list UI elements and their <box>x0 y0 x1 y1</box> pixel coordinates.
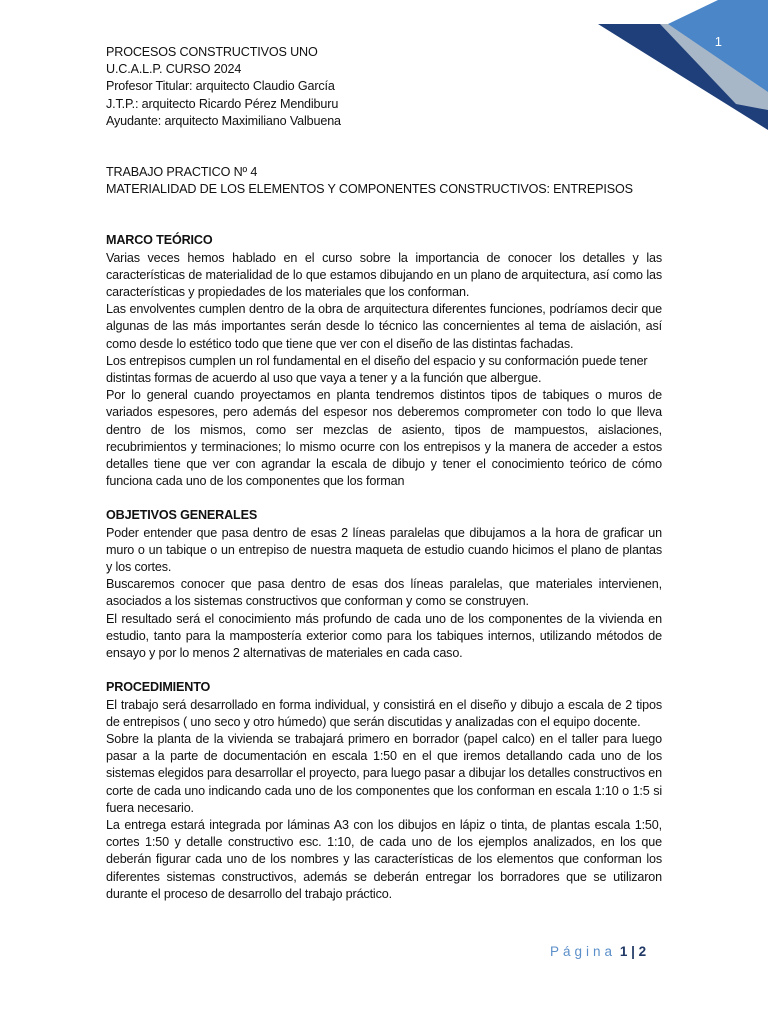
paragraph: La entrega estará integrada por láminas A3 con los dibujos en lápiz o tinta, de plantas escala 1:50, cortes 1:50 y detalle constructivo esc. 1:10, de cada uno de los ejemplos analizados, en los que deberán figurar cada uno de los nombres y las características de los elementos que conforman los diferentes sistemas constructivos, además se deberán entregar los borradores que se utilizaron durante el proceso de desarrollo del trabajo práctico. <box>106 817 662 901</box>
section-procedimiento <box>106 679 662 903</box>
section-marco-teorico <box>106 232 662 490</box>
corner-blue-top <box>668 0 768 24</box>
footer-current-page: 1 <box>619 944 628 959</box>
section-title: PROCEDIMIENTO <box>106 680 211 695</box>
course-header <box>106 44 662 130</box>
section-title: MARCO TEÓRICO <box>106 233 213 248</box>
sections <box>106 232 662 903</box>
assignment-number: TRABAJO PRACTICO Nº 4 <box>106 165 258 180</box>
paragraph: Los entrepisos cumplen un rol fundamental en el diseño del espacio y su conformación puede tener distintas formas de acuerdo al uso que vaya a tener y a la función que albergue. <box>106 353 648 386</box>
header-assistant: Ayudante: arquitecto Maximiliano Valbuena <box>106 113 341 128</box>
footer-page-word: Página <box>550 944 617 959</box>
paragraph: Sobre la planta de la vivienda se trabajará primero en borrador (papel calco) en el taller para luego pasar a la parte de documentación en escala 1:50 en el que iremos detallando cada uno de los sistemas elegidos para desarrollar el proyecto, para luego pasar a dibujar los detalles constructivos en corte de cada uno indicando cada uno de los componentes que los conforman en escala 1:10 o 1:5 si fuera necesario. <box>106 731 662 815</box>
page-footer <box>550 944 646 959</box>
paragraph: El resultado será el conocimiento más profundo de cada uno de los componentes de la vivienda en estudio, tanto para la mampostería exterior como para los tabiques internos, utilizando métodos de ensayo y por lo menos 2 alternativas de materiales en cada caso. <box>106 611 662 661</box>
paragraph: Por lo general cuando proyectamos en planta tendremos distintos tipos de tabiques o muros de variados espesores, pero además del espesor nos deberemos comprometer con todo lo que lleva dentro de los mismos, como ser mezclas de asiento, tipos de mampuestos, aislaciones, recubrimientos y terminaciones; lo mismo ocurre con los entrepisos y la manera de acceder a estos detalles tiene que ver con agrandar la escala de dibujo y tener el conocimiento teórico de cómo funciona cada uno de los componentes que los forman <box>106 388 662 489</box>
assignment-heading <box>106 164 662 198</box>
section-title: OBJETIVOS GENERALES <box>106 508 258 523</box>
paragraph: Poder entender que pasa dentro de esas 2 líneas paralelas que dibujamos a la hora de graficar un muro o un tabique o un entrepiso de nuestra maqueta de estudio cuando hicimos el plano de plantas y los cortes. <box>106 525 662 575</box>
corner-page-number: 1 <box>714 34 722 49</box>
header-course-name: PROCESOS CONSTRUCTIVOS UNO <box>106 45 318 59</box>
footer-total-pages: 2 <box>638 944 647 959</box>
footer-separator: | <box>631 944 635 959</box>
document-body <box>106 44 662 903</box>
header-university: U.C.A.L.P. CURSO 2024 <box>106 62 242 77</box>
paragraph: Las envolventes cumplen dentro de la obra de arquitectura diferentes funciones, podríamos decir que algunas de las más importantes serán desde lo técnico las concernientes al tema de aislación, así como desde lo estético todo que tiene que ver con el diseño de las distintas fachadas. <box>106 302 662 351</box>
section-objetivos-generales <box>106 507 662 662</box>
header-professor: Profesor Titular: arquitecto Claudio García <box>106 79 335 94</box>
paragraph: Buscaremos conocer que pasa dentro de esas dos líneas paralelas, que materiales intervienen, asociados a los sistemas constructivos que conforman y como se construyen. <box>106 577 662 609</box>
paragraph: El trabajo será desarrollado en forma individual, y consistirá en el diseño y dibujo a escala de 2 tipos de entrepisos ( uno seco y otro húmedo) que serán discutidas y analizadas con el equipo docente. <box>106 697 662 729</box>
header-jtp: J.T.P.: arquitecto Ricardo Pérez Mendiburu <box>106 96 339 111</box>
paragraph: Varias veces hemos hablado en el curso sobre la importancia de conocer los detalles y las características de materialidad de lo que estamos dibujando en un plano de arquitectura, así como las características y propiedades de los materiales que los conforman. <box>106 250 662 300</box>
assignment-subject: MATERIALIDAD DE LOS ELEMENTOS Y COMPONENTES CONSTRUCTIVOS: ENTREPISOS <box>106 182 633 197</box>
